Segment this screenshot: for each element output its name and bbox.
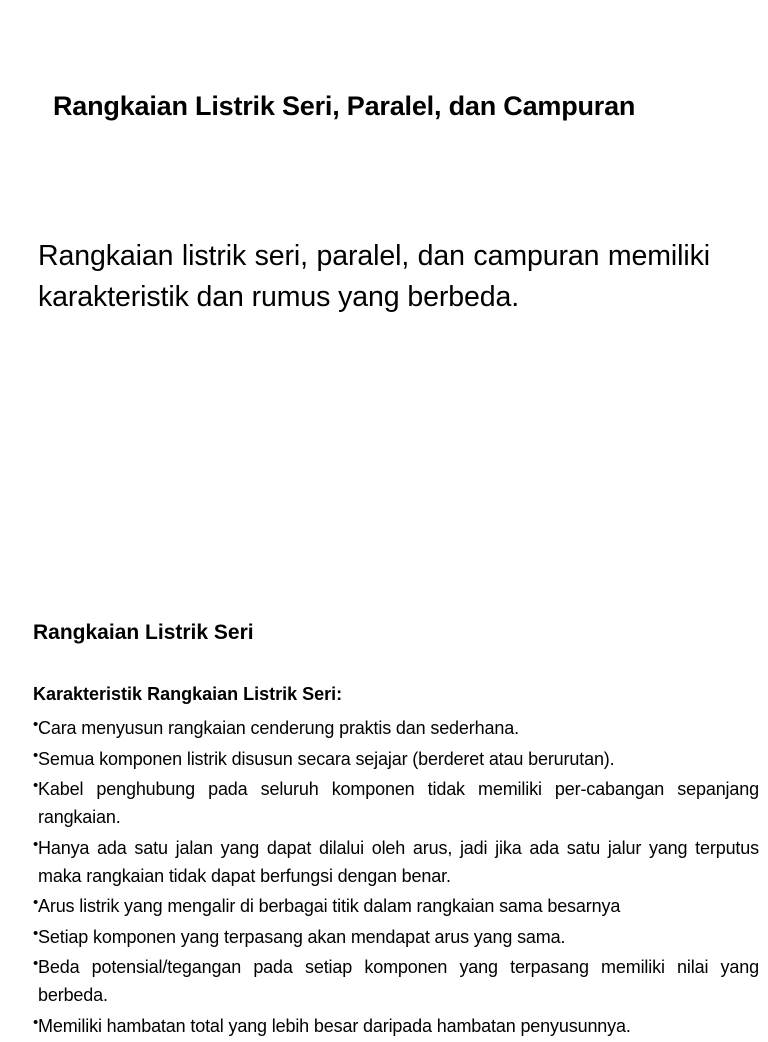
list-item [33,834,759,890]
bullet-icon: • [33,716,39,733]
list-item-text: Arus listrik yang mengalir di berbagai titik dalam rangkaian sama besarnya [38,896,621,916]
bullet-icon: • [33,894,39,911]
characteristics-list [33,714,759,1042]
list-item [33,953,759,1009]
bullet-icon: • [33,835,39,853]
list-item [33,1012,759,1040]
list-item-text: Hanya ada satu jalan yang dapat dilalui oleh arus, jadi jika ada satu jalur yang terputus maka rangkaian tidak dapat berfungsi dengan benar. [38,837,759,886]
list-item-text: Beda potensial/tegangan pada setiap komponen yang terpasang memiliki nilai yang berbeda. [38,957,759,1005]
list-item [33,892,759,920]
page-title: Rangkaian Listrik Seri, Paralel, dan Campuran [53,91,636,121]
bullet-icon: • [33,955,39,972]
list-item-text: Kabel penghubung pada seluruh komponen tidak memiliki per-cabangan sepanjang rangkaian. [38,779,759,827]
list-item [33,775,759,831]
list-item [33,745,759,773]
bullet-icon: • [33,777,39,794]
slide-seri [0,600,768,1036]
bullet-icon: • [33,1013,39,1031]
section-title: Rangkaian Listrik Seri [33,621,254,644]
bullet-icon: • [33,746,39,764]
bullet-icon: • [33,924,39,942]
list-item-text: Memiliki hambatan total yang lebih besar daripada hambatan penyusunnya. [38,1015,631,1036]
list-item-text: Semua komponen listrik disusun secara sejajar (berderet atau berurutan). [38,748,615,769]
list-item-text: Cara menyusun rangkaian cenderung praktis dan sederhana. [38,718,519,738]
intro-paragraph: Rangkaian listrik seri, paralel, dan campuran memiliki karakteristik dan rumus yang berbeda. [38,240,710,313]
list-item [33,714,759,742]
characteristics-heading: Karakteristik Rangkaian Listrik Seri: [33,684,343,704]
list-item-text: Setiap komponen yang terpasang akan mendapat arus yang sama. [38,926,566,947]
list-item [33,923,759,951]
